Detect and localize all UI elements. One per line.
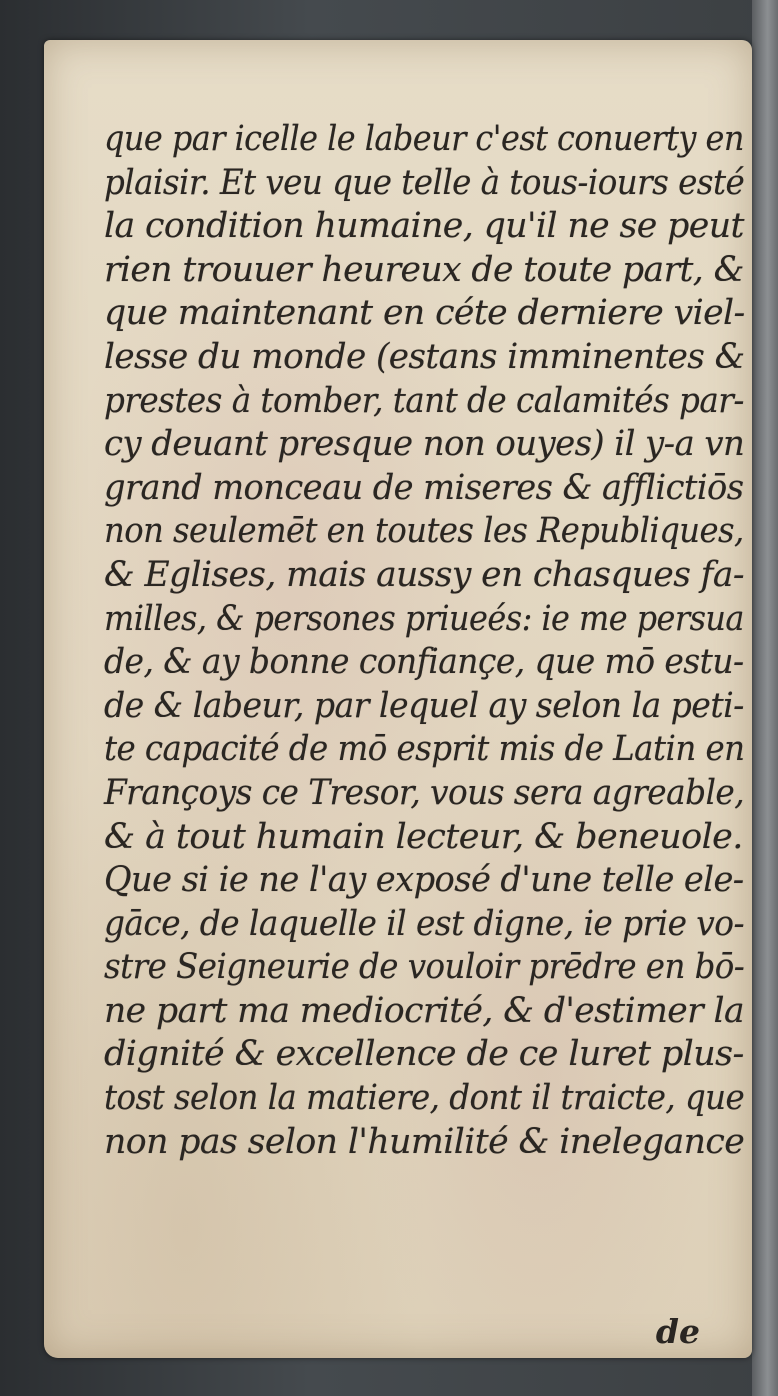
- text-line: non seulemēt en toutes les Republiques,: [104, 511, 744, 552]
- text-line: te capacité de mō esprit mis de Latin en: [104, 729, 745, 770]
- text-line: prestes à tomber, tant de calamités par-: [104, 380, 744, 421]
- text-line: stre Seigneurie de vouloir prēdre en bō-: [104, 947, 745, 988]
- text-line: de & labeur, par lequel ay selon la peti-: [104, 685, 744, 726]
- text-line: tost selon la matiere, dont il traicte, que: [104, 1078, 745, 1119]
- text-line: la condition humaine, qu'il ne se peut: [104, 206, 744, 247]
- text-line: que par icelle le labeur c'est conuerty en: [104, 119, 744, 159]
- text-line: grand monceau de miseres & afflictiōs: [104, 467, 744, 508]
- text-line: gāce, de laquelle il est digne, ie prie vo-: [104, 903, 744, 944]
- text-line: & Eglises, mais aussy en chasques fa-: [104, 554, 744, 595]
- text-line: rien trouuer heureux de toute part, &: [104, 249, 744, 290]
- text-line: ne part ma mediocrité, & d'estimer la: [104, 990, 744, 1031]
- book-edge: [752, 0, 778, 1396]
- text-line: cy deuant presque non ouyes) il y-a vn: [104, 424, 745, 465]
- text-line: plaisir. Et veu que telle à tous-iours esté: [104, 162, 745, 203]
- text-line: non pas selon l'humilité & inelegance: [104, 1121, 745, 1162]
- text-line: lesse du monde (estans imminentes &: [104, 336, 745, 377]
- book-page: [44, 40, 752, 1358]
- catchword: de: [655, 1312, 700, 1351]
- text-line: milles, & persones priueés: ie me persua: [104, 598, 744, 639]
- text-line: & à tout humain lecteur, & beneuole.: [104, 816, 743, 857]
- text-line: Que si ie ne l'ay exposé d'une telle ele-: [104, 860, 744, 901]
- text-line: dignité & excellence de ce luret plus-: [104, 1034, 744, 1075]
- page-text: [104, 118, 744, 1164]
- text-line: que maintenant en céte derniere viel-: [104, 293, 745, 334]
- text-line: Françoys ce Tresor, vous sera agreable,: [104, 772, 745, 813]
- text-line: de, & ay bonne confiançe, que mō estu-: [104, 642, 744, 683]
